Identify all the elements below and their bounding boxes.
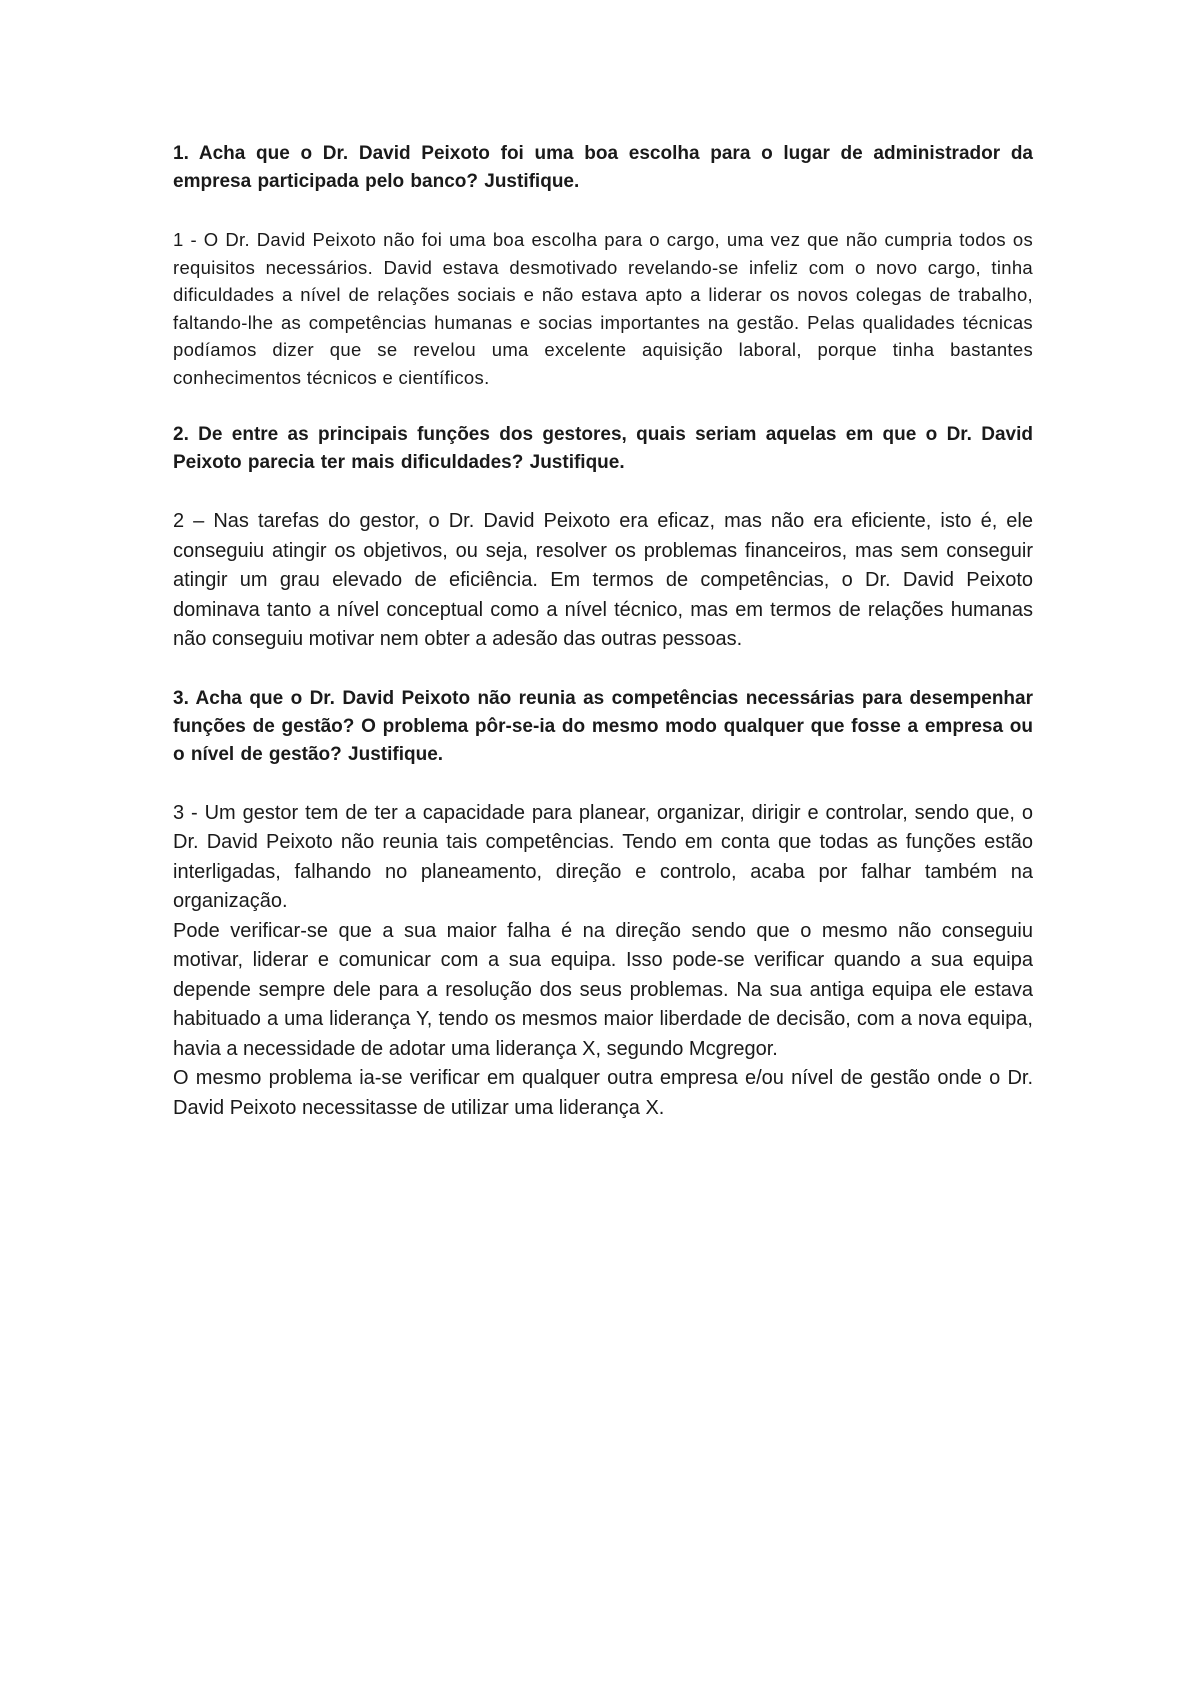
answer-3-paragraph-2: Pode verificar-se que a sua maior falha é na direção sendo que o mesmo não conseguiu motivar, liderar e comunicar com a sua equipa. Isso pode-se verificar quando a sua equipa depende sempre dele para a resolução dos seus problemas. Na sua antiga equipa ele estava habituado a uma liderança Y, tendo os mesmos maior liberdade de decisão, com a nova equipa, havia a necessidade de adotar uma liderança X, segundo Mcgregor. <box>173 919 1033 1060</box>
answer-1 <box>173 226 1033 391</box>
question-3: 3. Acha que o Dr. David Peixoto não reunia as competências necessárias para desempenhar funções de gestão? O problema pôr-se-ia do mesmo modo qualquer que fosse a empresa ou o nível de gestão? Justifique. <box>173 687 1033 765</box>
answer-3 <box>173 799 1033 1124</box>
answer-1-paragraph: 1 - O Dr. David Peixoto não foi uma boa escolha para o cargo, uma vez que não cumpria todos os requisitos necessários. David estava desmotivado revelando-se infeliz com o novo cargo, tinha dificuldades a nível de relações sociais e não estava apto a liderar os novos colegas de trabalho, faltando-lhe as competências humanas e socias importantes na gestão. Pelas qualidades técnicas podíamos dizer que se revelou uma excelente aquisição laboral, porque tinha bastantes conhecimentos técnicos e científicos. <box>173 229 1033 388</box>
question-2: 2. De entre as principais funções dos gestores, quais seriam aquelas em que o Dr. David Peixoto parecia ter mais dificuldades? Justifique. <box>173 424 1033 473</box>
answer-3-paragraph-1: 3 - Um gestor tem de ter a capacidade para planear, organizar, dirigir e controlar, sendo que, o Dr. David Peixoto não reunia tais competências. Tendo em conta que todas as funções estão interligadas, falhando no planeamento, direção e controlo, acaba por falhar também na organização. <box>173 801 1033 912</box>
answer-3-paragraph-3: O mesmo problema ia-se verificar em qualquer outra empresa e/ou nível de gestão onde o Dr. David Peixoto necessitasse de utilizar uma liderança X. <box>173 1067 1033 1119</box>
document-page <box>173 140 1033 1153</box>
answer-2-paragraph: 2 – Nas tarefas do gestor, o Dr. David Peixoto era eficaz, mas não era eficiente, isto é, ele conseguiu atingir os objetivos, ou seja, resolver os problemas financeiros, mas sem conseguir atingir um grau elevado de eficiência. Em termos de competências, o Dr. David Peixoto dominava tanto a nível conceptual como a nível técnico, mas em termos de relações humanas não conseguiu motivar nem obter a adesão das outras pessoas. <box>173 510 1033 650</box>
answer-2 <box>173 507 1033 655</box>
question-1: 1. Acha que o Dr. David Peixoto foi uma boa escolha para o lugar de administrador da empresa participada pelo banco? Justifique. <box>173 143 1033 192</box>
